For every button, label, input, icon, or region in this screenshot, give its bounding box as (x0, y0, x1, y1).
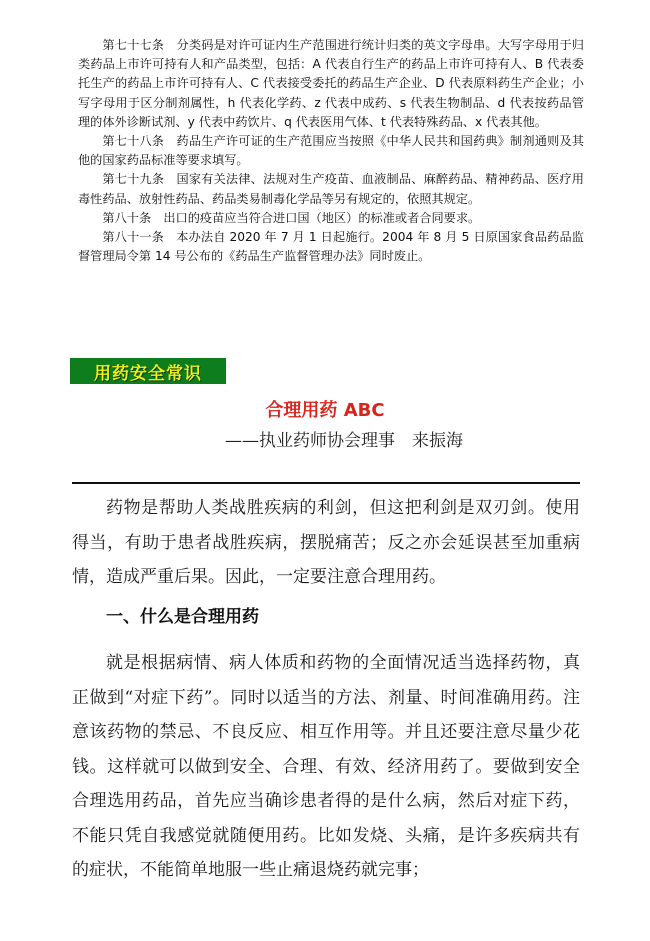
section-paragraph: 就是根据病情、病人体质和药物的全面情况适当选择药物，真正做到“对症下药”。同时以适当的方法、剂量、时间准确用药。注意该药物的禁忌、不良反应、相互作用等。并且还要注意尽量少花钱。这样就可以做到安全、合理、有效、经济用药了。要做到安全合理选用药品，首先应当确诊患者得的是什么病，然后对症下药，不能只凭自我感觉就随便用药。比如发烧、头痛，是许多疾病共有的症状，不能简单地服一些止痛退烧药就完事； (72, 653, 580, 880)
regulation-articles (78, 36, 584, 266)
intro-paragraph: 药物是帮助人类战胜疾病的利剑，但这把利剑是双刃剑。使用得当，有助于患者战胜疾病，摆脱痛苦；反之亦会延误甚至加重病情，造成严重后果。因此，一定要注意合理用药。 (72, 498, 580, 587)
article-77: 第七十七条 分类码是对许可证内生产范围进行统计归类的英文字母串。大写字母用于归类药品上市许可持有人和产品类型，包括：A 代表自行生产的药品上市许可持有人、B 代表委托生产的药品上市许可持有人、C 代表接受委托的药品生产企业、D 代表原料药生产企业；小写字母用于区分制剂属性，h 代表化学药、z 代表中成药、s 代表生物制品、d 代表按药品管理的体外诊断试剂、y 代表中药饮片、q 代表医用气体、t 代表特殊药品、x 代表其他。 (78, 38, 584, 129)
article-79: 第七十九条 国家有关法律、法规对生产疫苗、血液制品、麻醉药品、精神药品、医疗用毒性药品、放射性药品、药品类易制毒化学品等另有规定的，依照其规定。 (78, 172, 584, 206)
section-body-block (72, 646, 580, 888)
section-tag: 用药安全常识 (70, 358, 226, 384)
section-heading: 一、什么是合理用药 (106, 607, 259, 627)
article-80: 第八十条 出口的疫苗应当符合进口国（地区）的标准或者合同要求。 (102, 210, 481, 225)
intro-paragraph-block (72, 491, 580, 595)
article-81: 第八十一条 本办法自 2020 年 7 月 1 日起施行。2004 年 8 月 5 日原国家食品药品监督管理局令第 14 号公布的《药品生产监督管理办法》同时废止。 (78, 230, 584, 264)
article-78: 第七十八条 药品生产许可证的生产范围应当按照《中华人民共和国药典》制剂通则及其他的国家药品标准等要求填写。 (78, 134, 584, 168)
divider-rule (72, 482, 580, 484)
article-title: 合理用药 ABC (265, 400, 385, 421)
article-byline: ——执业药师协会理事 来振海 (225, 431, 463, 451)
